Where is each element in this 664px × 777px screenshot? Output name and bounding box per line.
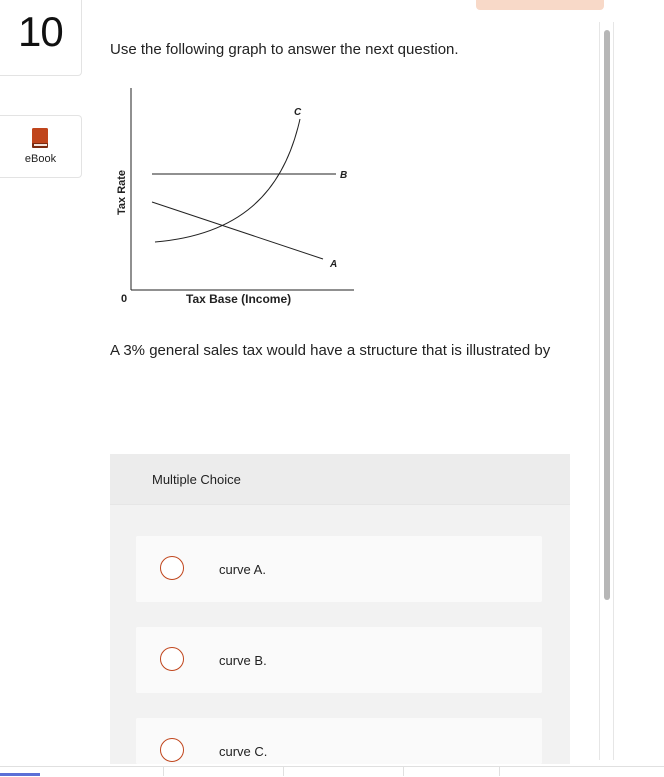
option-a[interactable] bbox=[136, 536, 542, 602]
question-text: A 3% general sales tax would have a structure that is illustrated by bbox=[110, 342, 551, 359]
curve-a bbox=[152, 202, 323, 259]
option-label: curve C. bbox=[219, 744, 268, 759]
multiple-choice-header bbox=[110, 454, 570, 505]
origin-label: 0 bbox=[121, 293, 128, 305]
radio-button[interactable] bbox=[160, 738, 184, 762]
curve-c bbox=[155, 119, 300, 242]
curve-a-label: A bbox=[330, 259, 338, 270]
bottom-divider bbox=[403, 767, 404, 776]
curve-b-label: B bbox=[340, 170, 348, 181]
option-label: curve A. bbox=[219, 562, 266, 577]
x-axis-label: Tax Base (Income) bbox=[186, 292, 292, 306]
question-number: 10 bbox=[18, 8, 63, 55]
bottom-divider bbox=[283, 767, 284, 776]
tax-structure-graph bbox=[108, 85, 368, 310]
scrollbar[interactable] bbox=[599, 22, 614, 760]
radio-button[interactable] bbox=[160, 556, 184, 580]
ebook-label: eBook bbox=[24, 153, 57, 165]
bottom-divider bbox=[499, 767, 500, 776]
option-label: curve B. bbox=[219, 653, 267, 668]
scrollbar-thumb[interactable] bbox=[604, 30, 610, 600]
multiple-choice-title: Multiple Choice bbox=[152, 472, 241, 487]
option-b[interactable] bbox=[136, 627, 542, 693]
curve-c-label: C bbox=[294, 107, 302, 118]
option-c[interactable] bbox=[136, 718, 542, 764]
radio-button[interactable] bbox=[160, 647, 184, 671]
question-number-box bbox=[0, 0, 82, 76]
multiple-choice-panel bbox=[110, 454, 570, 764]
bottom-navigation-bar bbox=[0, 766, 664, 777]
top-action-button[interactable] bbox=[476, 0, 604, 10]
ebook-button[interactable] bbox=[0, 115, 82, 178]
y-axis-label: Tax Rate bbox=[116, 169, 128, 215]
question-prompt: Use the following graph to answer the next question. bbox=[110, 41, 459, 58]
bottom-divider bbox=[163, 767, 164, 776]
book-icon bbox=[31, 128, 49, 148]
